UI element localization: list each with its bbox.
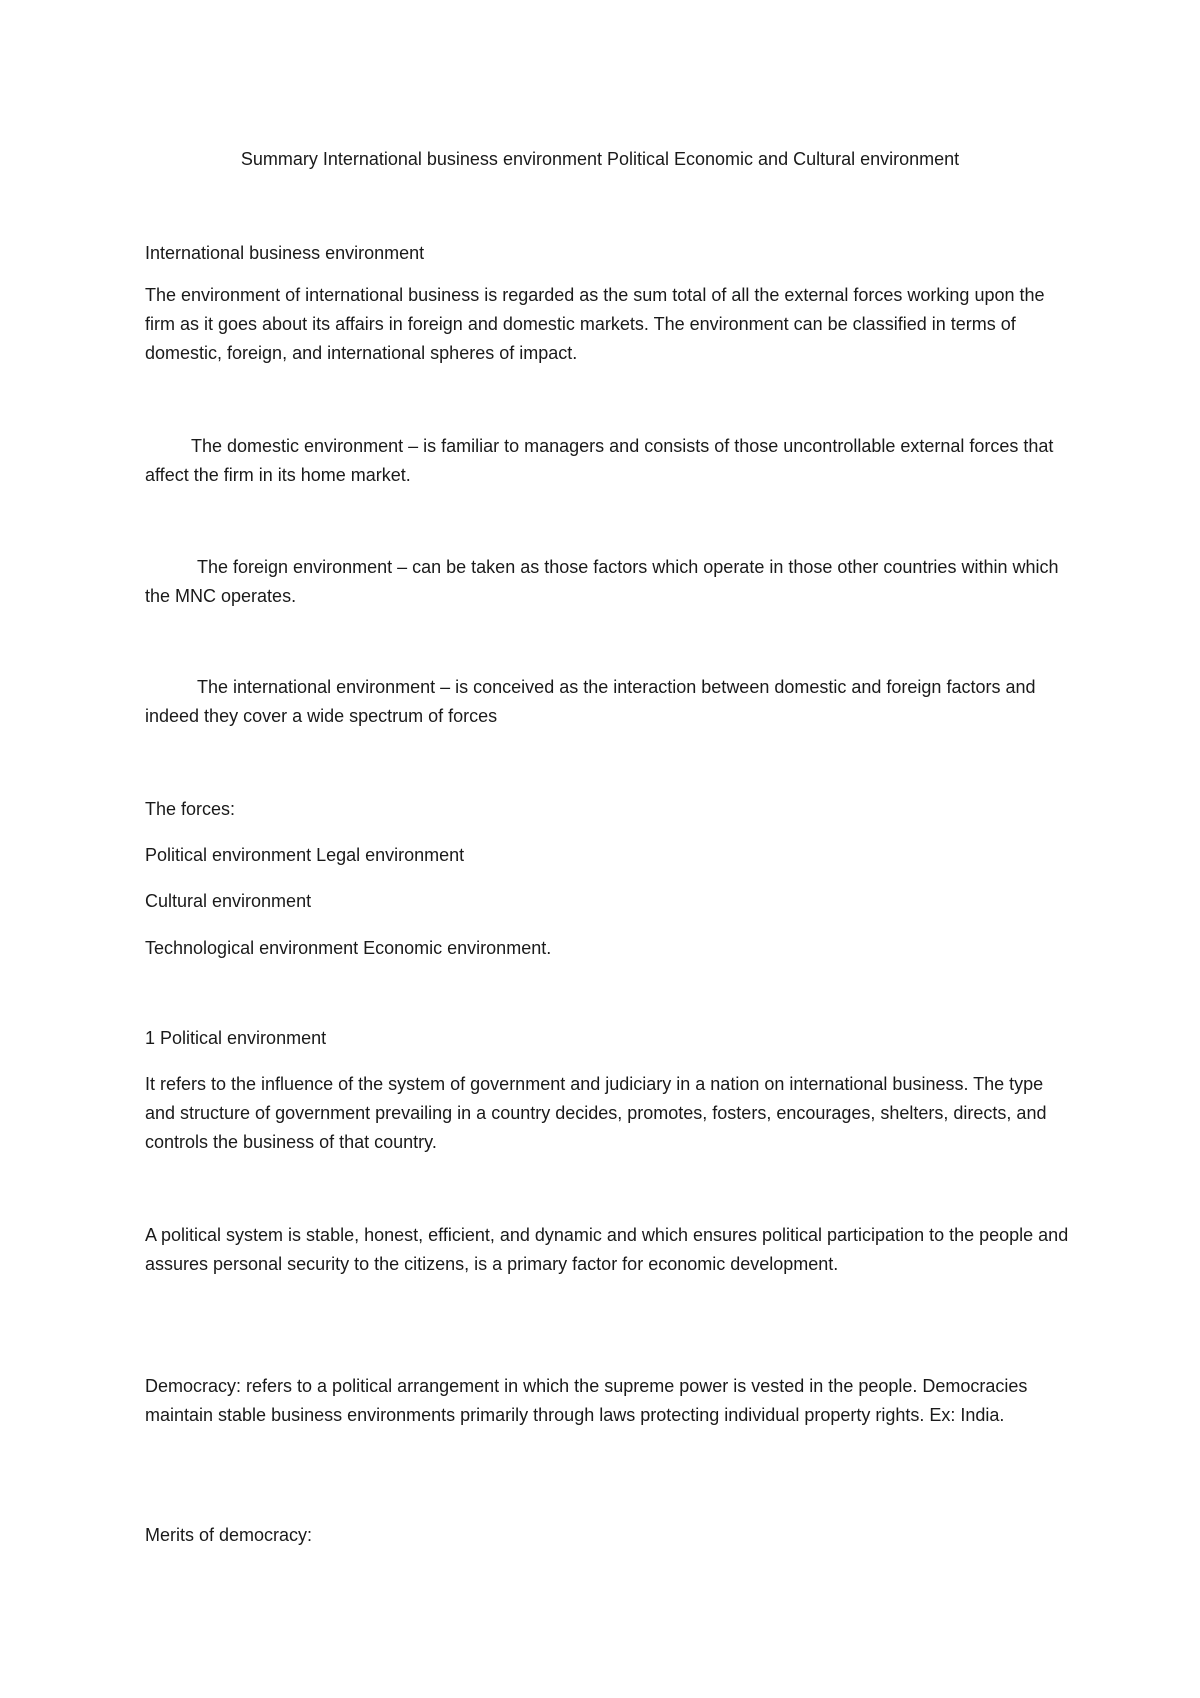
paragraph-international-environment: The international environment – is conceived as the interaction between domestic and foreign factors and indeed they cover a wide spectrum of forces [145,677,1036,726]
paragraph-foreign-environment: The foreign environment – can be taken as those factors which operate in those other countries within which the MNC operates. [145,557,1059,606]
section-heading-political-environment: 1 Political environment [145,1028,327,1048]
paragraph-political-system: A political system is stable, honest, efficient, and dynamic and which ensures political participation to the people and assures personal security to the citizens, is a primary factor for economic development. [145,1225,1069,1274]
paragraph-democracy: Democracy: refers to a political arrangement in which the supreme power is vested in the people. Democracies maintain stable business environments primarily through laws protecting individual property rights. Ex: India. [145,1376,1028,1425]
forces-item-technological-economic: Technological environment Economic environment. [145,938,552,958]
forces-item-political-legal: Political environment Legal environment [145,845,465,865]
paragraph-international-business-definition: The environment of international business is regarded as the sum total of all the external forces working upon the firm as it goes about its affairs in foreign and domestic markets. The environment can be classified in terms of domestic, foreign, and international spheres of impact. [145,285,1045,363]
paragraph-political-definition: It refers to the influence of the system of government and judiciary in a nation on international business. The type and structure of government prevailing in a country decides, promotes, fosters, encourages, shelters, directs, and controls the business of that country. [145,1074,1047,1152]
section-heading-international-business: International business environment [145,243,425,263]
forces-heading: The forces: [145,799,236,819]
document-title: Summary International business environment Political Economic and Cultural environment [240,149,960,169]
merits-of-democracy-heading: Merits of democracy: [145,1525,313,1545]
forces-item-cultural: Cultural environment [145,891,312,911]
paragraph-domestic-environment: The domestic environment – is familiar to managers and consists of those uncontrollable external forces that affect the firm in its home market. [145,436,1054,485]
